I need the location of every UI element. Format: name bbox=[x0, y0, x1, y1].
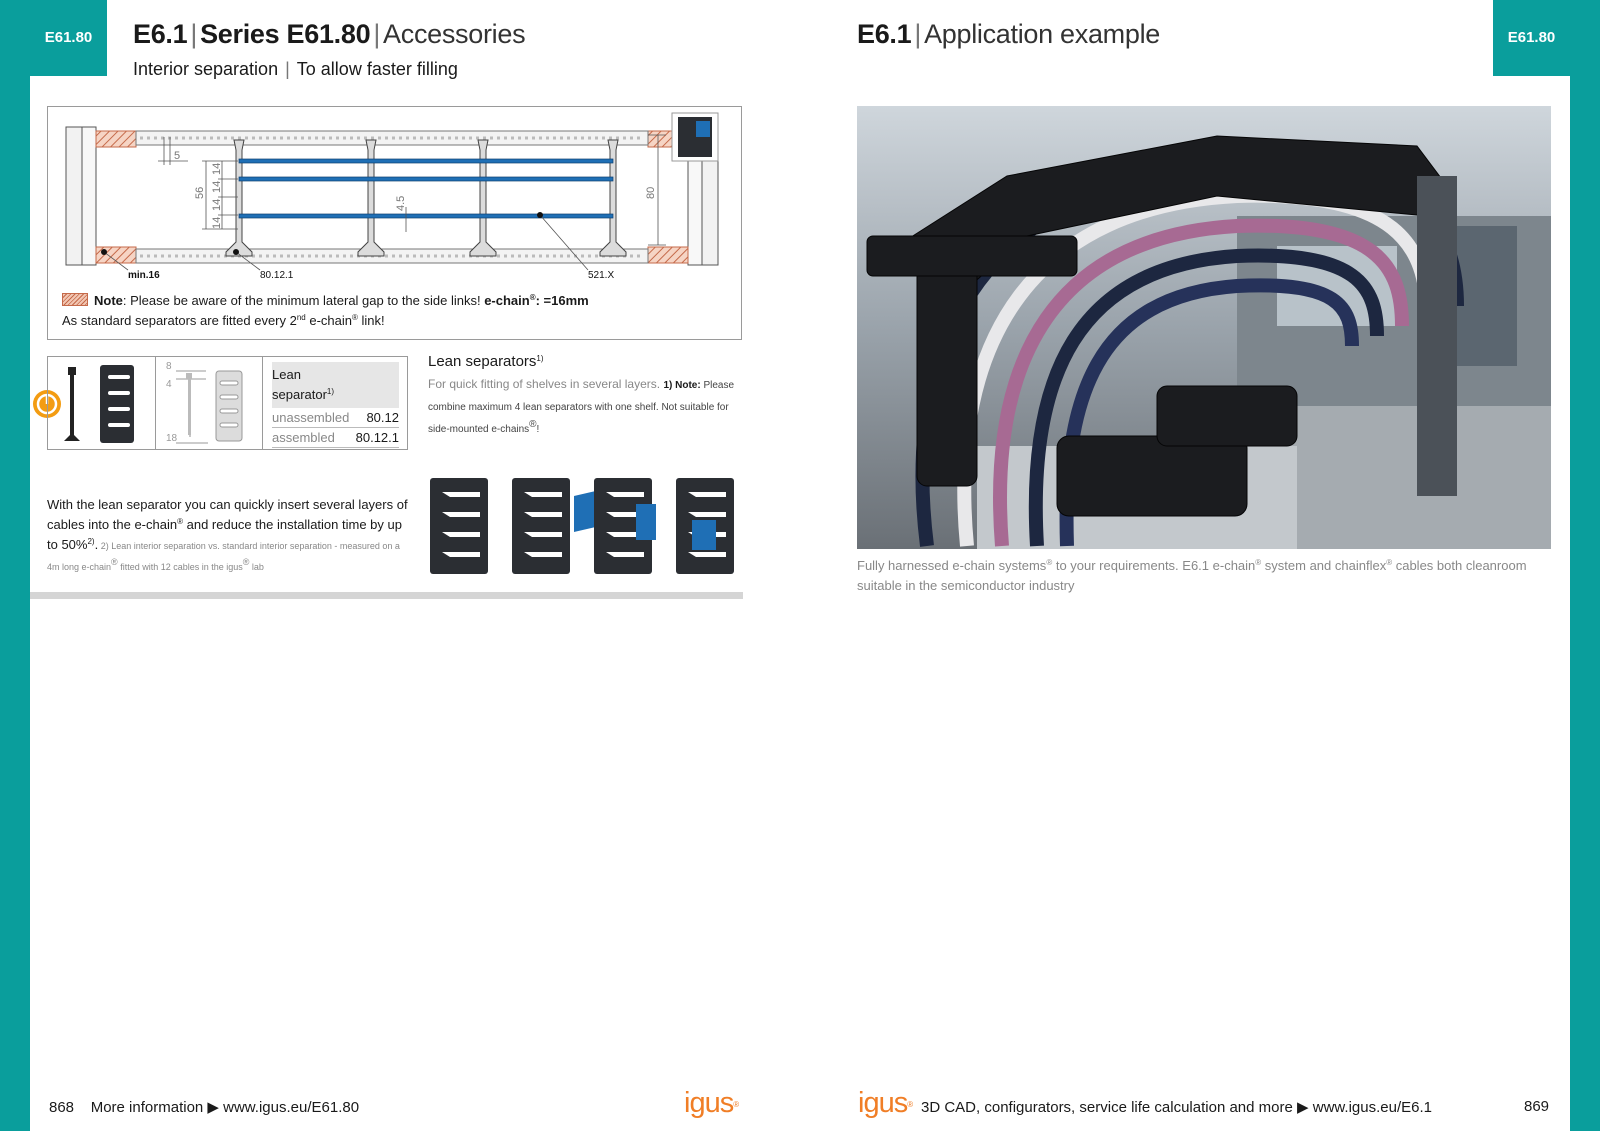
right-section-tab: E61.80 bbox=[1493, 0, 1570, 76]
footnote-b: fitted with 12 cables in the igus bbox=[117, 562, 243, 572]
dim-4-5: 4.5 bbox=[395, 195, 407, 211]
label-min16: min.16 bbox=[128, 270, 160, 281]
header-lean: Lean bbox=[272, 367, 301, 382]
left-page-subtitle: Interior separation | To allow faster filling bbox=[133, 59, 458, 79]
assembly-steps-images bbox=[428, 476, 740, 576]
dim-14-a: 14 bbox=[211, 162, 223, 175]
right-page-title: E6.1 | Application example bbox=[857, 19, 1161, 49]
footnote-c: lab bbox=[249, 562, 264, 572]
section-divider bbox=[30, 592, 743, 599]
separator-dimension-sketch bbox=[156, 357, 263, 449]
right-footer-text: 3D CAD, configurators, service life calculation and more bbox=[921, 1099, 1293, 1116]
note2-a: As standard separators are fitted every 2 bbox=[62, 313, 297, 328]
left-page-number: 868 bbox=[49, 1099, 75, 1116]
right-footer bbox=[921, 1098, 1432, 1116]
lean-separator-image bbox=[48, 357, 155, 449]
caption-b: to your requirements. E6.1 e-chain bbox=[1052, 558, 1256, 573]
left-footer-link[interactable]: www.igus.eu/E61.80 bbox=[223, 1099, 360, 1116]
title-series: Series E61.80 bbox=[200, 19, 371, 49]
right-footer-link[interactable]: www.igus.eu/E6.1 bbox=[1312, 1099, 1432, 1116]
arrow-right-icon: ▶ bbox=[1297, 1099, 1309, 1116]
dim-8: 8 bbox=[166, 361, 172, 372]
title-section: Accessories bbox=[383, 19, 526, 49]
header-separator: separator bbox=[272, 387, 327, 402]
footnote-reg1: ® bbox=[111, 557, 118, 567]
caption-reg1: ® bbox=[1046, 558, 1053, 567]
note2-b: e-chain bbox=[305, 313, 353, 328]
note2-c: link! bbox=[357, 313, 385, 328]
dim-18: 18 bbox=[166, 433, 178, 444]
subtitle-a: Interior separation bbox=[133, 59, 279, 79]
separator-product-images bbox=[48, 357, 156, 449]
note-gap: : =16mm bbox=[535, 293, 589, 308]
note-text: : Please be aware of the minimum lateral gap to the side links! bbox=[122, 293, 485, 308]
assembly-step-2 bbox=[512, 478, 570, 574]
assembly-step-3 bbox=[574, 478, 656, 574]
arrow-right-icon: ▶ bbox=[207, 1099, 219, 1116]
left-edge-band bbox=[0, 0, 30, 1131]
right-edge-band bbox=[1570, 0, 1600, 1131]
label-521x: 521.X bbox=[588, 270, 615, 281]
standard-separator-note bbox=[62, 313, 385, 328]
left-section-tab: E61.80 bbox=[30, 0, 107, 76]
part-row bbox=[272, 428, 399, 448]
photo-caption bbox=[857, 556, 1553, 596]
dim-14-b: 14 bbox=[211, 180, 223, 193]
assembly-step-1 bbox=[430, 478, 488, 574]
subtitle-b: To allow faster filling bbox=[296, 59, 458, 79]
dim-56: 56 bbox=[194, 186, 206, 199]
caption-a: Fully harnessed e-chain systems bbox=[857, 558, 1047, 573]
body-sup: 2) bbox=[87, 537, 95, 546]
lean-note-reg: ® bbox=[529, 419, 537, 430]
lean-note-label: 1) Note: bbox=[663, 380, 701, 391]
part-row-key: assembled bbox=[272, 430, 335, 445]
dim-4: 4 bbox=[166, 379, 172, 390]
separator-part-table bbox=[263, 357, 407, 449]
interior-separation-drawing bbox=[47, 106, 742, 340]
caption-reg2: ® bbox=[1255, 558, 1262, 567]
header-sup: 1) bbox=[326, 387, 335, 396]
lean-note-end: ! bbox=[536, 424, 540, 435]
note-chain: e-chain bbox=[484, 293, 530, 308]
part-row bbox=[272, 408, 399, 428]
note2-reg: ® bbox=[352, 313, 358, 322]
dim-80: 80 bbox=[645, 186, 657, 199]
lean-desc-text: For quick fitting of shelves in several layers. bbox=[428, 377, 664, 391]
lean-title-text: Lean separators bbox=[428, 353, 537, 370]
dim-14-d: 14 bbox=[211, 216, 223, 229]
hatch-legend-icon bbox=[62, 293, 88, 306]
footnote-a: 2) Lean interior separation vs. standard interior separation - measured on a 4m long e-chain bbox=[47, 541, 400, 572]
lean-separator-benefit-text bbox=[47, 495, 409, 577]
part-row-number: 80.12 bbox=[366, 410, 399, 425]
lateral-gap-note bbox=[62, 293, 589, 308]
dim-5: 5 bbox=[174, 150, 181, 162]
part-table-header bbox=[272, 362, 399, 408]
igus-logo-left: igus® bbox=[684, 1087, 739, 1119]
part-row-key: unassembled bbox=[272, 410, 350, 425]
lean-note-text: Please combine maximum 4 lean separators with one shelf. Not suitable for side-mounted e-chains bbox=[428, 380, 735, 435]
left-page-title: E6.1 | Series E61.80 | Accessories bbox=[133, 19, 526, 49]
lean-separators-heading bbox=[428, 353, 544, 370]
logo-text: igus bbox=[684, 1087, 734, 1119]
left-footer bbox=[49, 1098, 359, 1116]
part-row-number: 80.12.1 bbox=[355, 430, 399, 445]
dim-14-c: 14 bbox=[211, 198, 223, 211]
label-80-12-1: 80.12.1 bbox=[260, 270, 294, 281]
footnote-reg2: ® bbox=[242, 557, 250, 567]
right-title-product: E6.1 bbox=[857, 19, 912, 49]
caption-c: system and chainflex bbox=[1261, 558, 1387, 573]
lean-separator-spec-box bbox=[47, 356, 408, 450]
left-footer-text: More information bbox=[90, 1099, 204, 1116]
assembly-step-4 bbox=[676, 478, 734, 574]
body-reg: ® bbox=[177, 517, 183, 526]
note-label: Note bbox=[94, 293, 123, 308]
right-title-section: Application example bbox=[924, 19, 1161, 49]
logo-text: igus bbox=[858, 1087, 908, 1119]
caption-d: cables both cleanroom suitable in the semiconductor industry bbox=[857, 558, 1527, 593]
body-dot: . bbox=[94, 537, 99, 552]
note-reg: ® bbox=[529, 293, 536, 302]
lean-title-sup: 1) bbox=[536, 354, 544, 363]
igus-logo-right: igus® bbox=[858, 1087, 913, 1119]
caption-reg3: ® bbox=[1386, 558, 1393, 567]
lean-separators-description bbox=[428, 374, 741, 440]
body-b: and reduce the installation time by up to 50% bbox=[47, 517, 402, 552]
note2-sup: nd bbox=[296, 313, 306, 322]
title-product: E6.1 bbox=[133, 19, 188, 49]
right-page-number: 869 bbox=[1524, 1098, 1550, 1115]
application-example-photo bbox=[857, 106, 1551, 549]
body-a: With the lean separator you can quickly insert several layers of cables into the e-chain bbox=[47, 497, 408, 532]
